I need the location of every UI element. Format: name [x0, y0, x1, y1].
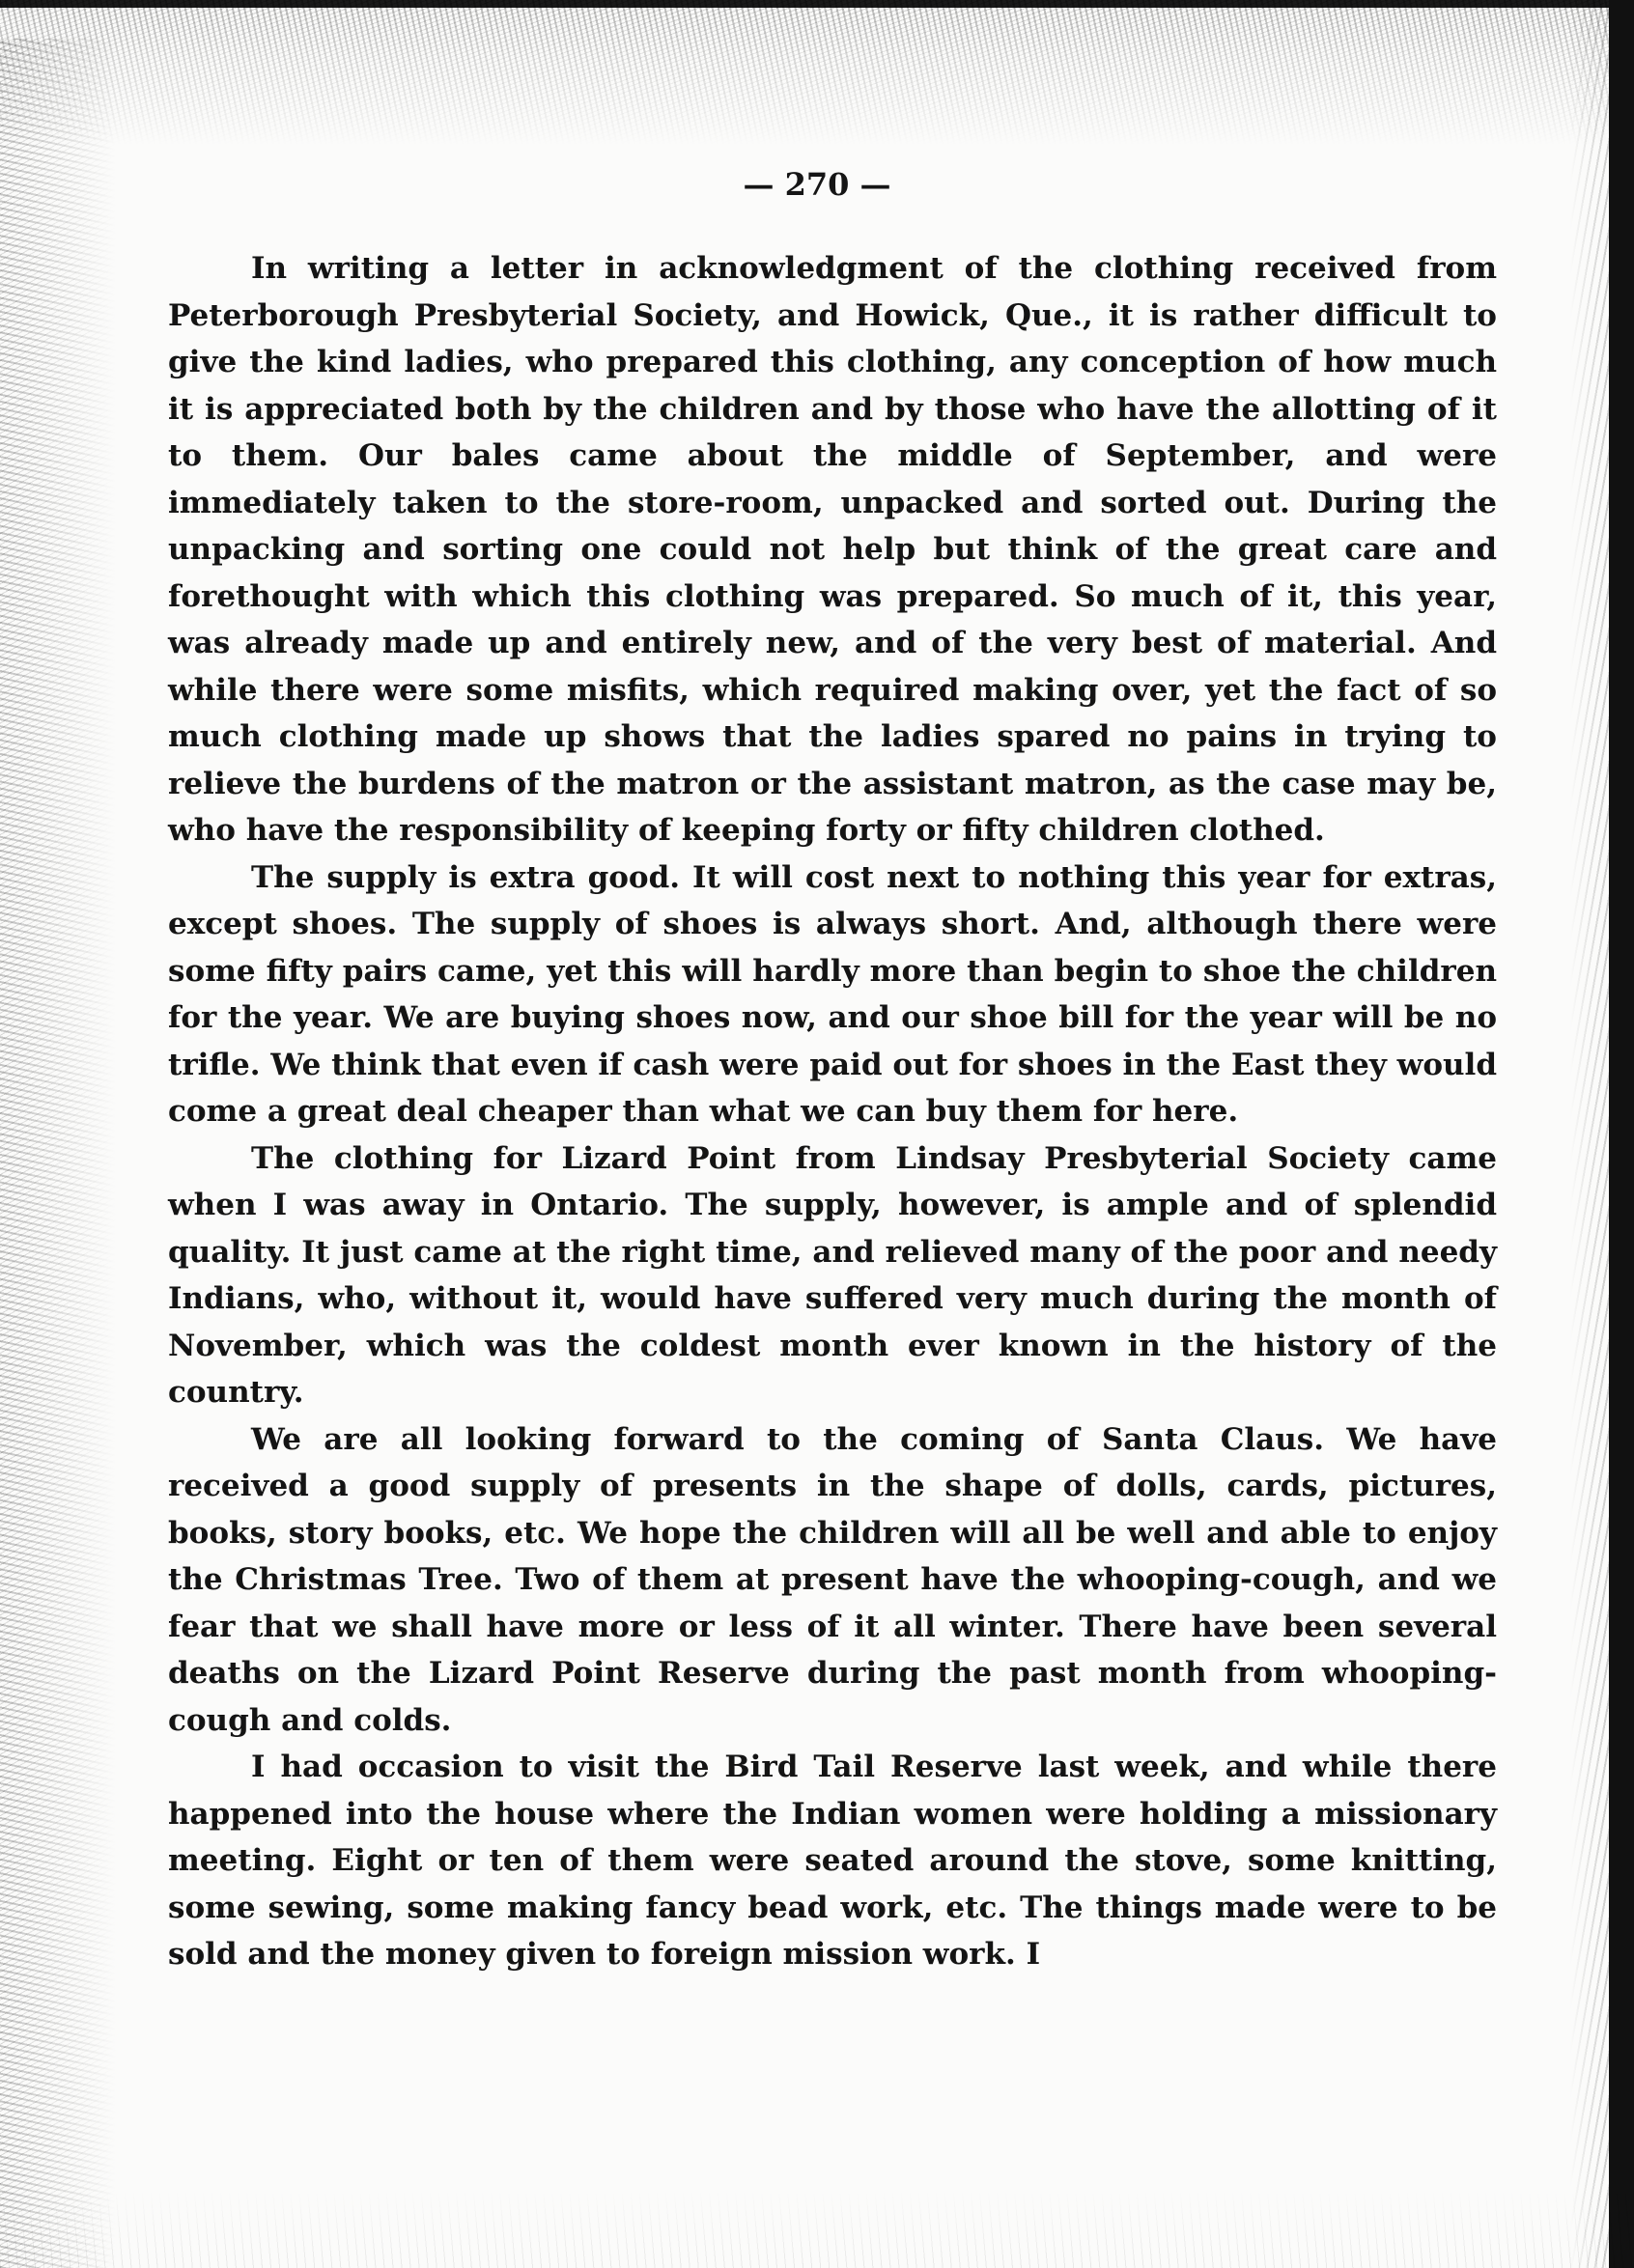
right-scan-noise: [1570, 0, 1609, 2268]
page-number: — 270 —: [743, 166, 891, 203]
top-scan-noise: [0, 0, 1634, 145]
right-scan-border: [1609, 0, 1634, 2268]
paragraph-5: I had occasion to visit the Bird Tail Reserve last week, and while there happened into the house where the Indian women were holding a missionary meeting. Eight or ten of them were seated around the stove, some knitting, some sewing, some making fancy bead work, etc. The things made were to be sold and the money given to foreign mission work. I: [168, 1750, 1497, 1972]
paragraph-2: The supply is extra good. It will cost next to nothing this year for extras, except shoes. The supply of shoes is always short. And, although there were some fifty pairs came, yet this will hardly more than begin to shoe the children for the year. We are buying shoes now, and our shoe bill for the year will be no trifle. We think that even if cash were paid out for shoes in the East they would come a great deal cheaper than what we can buy them for here.: [168, 859, 1497, 1129]
paragraph-1: In writing a letter in acknowledgment of the clothing received from Peterborough Presbyterial Society, and Howick, Que., it is rather difficult to give the kind ladies, who prepared this clothing, any conception of how much it is appreciated both by the children and by those who have the allotting of it to them. Our bales came about the middle of September, and were immediately taken to the store-room, unpacked and sorted out. During the unpacking and sorting one could not help but think of the great care and forethought with which this clothing was prepared. So much of it, this year, was already made up and entirely new, and of the very best of material. And while there were some misfits, which required making over, yet the fact of so much clothing made up shows that the ladies spared no pains in trying to relieve the burdens of the matron or the assistant matron, as the case may be, who have the responsibility of keeping forty or fifty children clothed.: [168, 251, 1497, 848]
paragraph-3: The clothing for Lizard Point from Lindsay Presbyterial Society came when I was away in Ontario. The supply, however, is ample and of splendid quality. It just came at the right time, and relieved many of the poor and needy Indians, who, without it, would have suffered very much during the month of November, which was the coldest month ever known in the history of the country.: [168, 1140, 1497, 1410]
left-scan-noise: [0, 39, 116, 2268]
body-text: [168, 245, 1497, 1978]
paragraph-4: We are all looking forward to the coming of Santa Claus. We have received a good supply of presents in the shape of dolls, cards, pictures, books, story books, etc. We hope the children will all be well and able to enjoy the Christmas Tree. Two of them at present have the whooping-cough, and we fear that we shall have more or less of it all winter. There have been several deaths on the Lizard Point Reserve during the past month from whooping-cough and colds.: [168, 1421, 1497, 1738]
bottom-scan-noise: [0, 2191, 1634, 2268]
